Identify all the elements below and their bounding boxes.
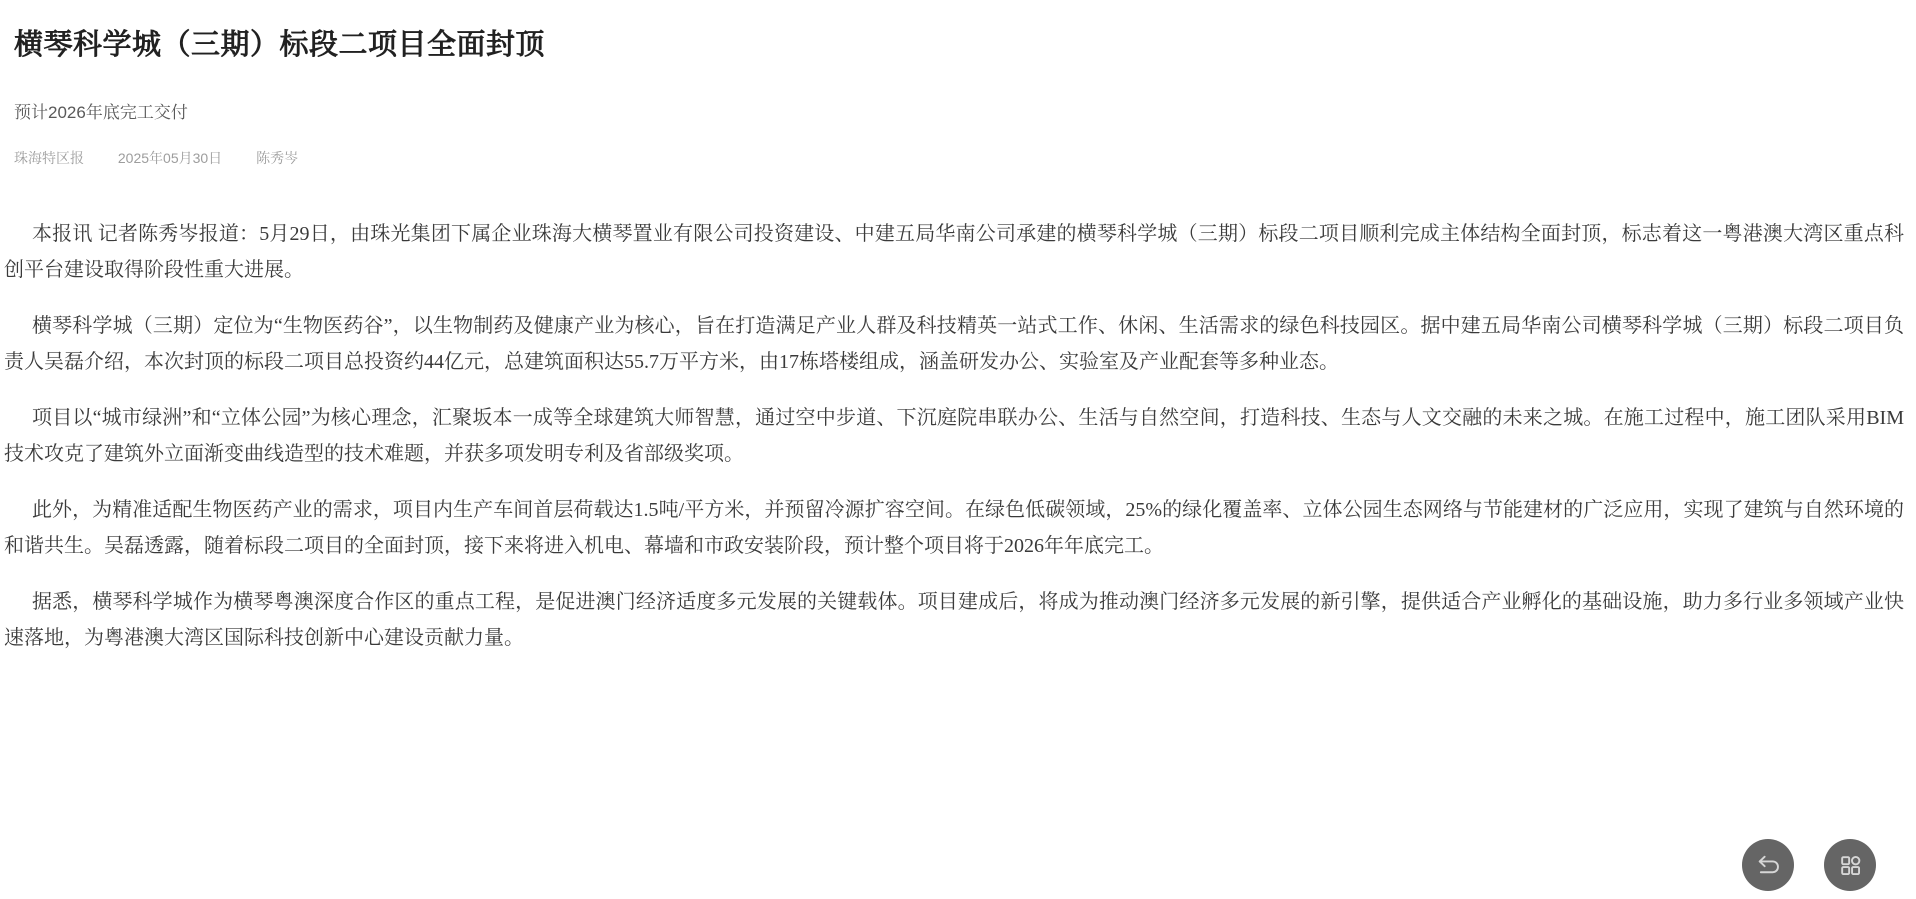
undo-arrow-icon [1755,852,1782,879]
article-paragraph-3: 项目以“城市绿洲”和“立体公园”为核心理念，汇聚坂本一成等全球建筑大师智慧，通过空中步道、下沉庭院串联办公、生活与自然空间，打造科技、生态与人文交融的未来之城。在施工过程中，施工团队采用BIM技术攻克了建筑外立面渐变曲线造型的技术难题，并获多项发明专利及省部级奖项。 [4,407,1904,465]
meta-author: 陈秀岑 [256,150,299,166]
article-header [0,0,1916,167]
article-meta [14,150,1900,167]
article-paragraph-2: 横琴科学城（三期）定位为“生物医药谷”，以生物制药及健康产业为核心，旨在打造满足产业人群及科技精英一站式工作、休闲、生活需求的绿色科技园区。据中建五局华南公司横琴科学城（三期）标段二项目负责人吴磊介绍，本次封顶的标段二项目总投资约44亿元，总建筑面积达55.7万平方米，由17栋塔楼组成，涵盖研发办公、实验室及产业配套等多种业态。 [4,315,1904,373]
page-title: 横琴科学城（三期）标段二项目全面封顶 [14,29,546,61]
article-paragraph-5: 据悉，横琴科学城作为横琴粤澳深度合作区的重点工程，是促进澳门经济适度多元发展的关键载体。项目建成后，将成为推动澳门经济多元发展的新引擎，提供适合产业孵化的基础设施，助力多行业多领域产业快速落地，为粤港澳大湾区国际科技创新中心建设贡献力量。 [4,591,1904,649]
apps-grid-icon [1837,852,1864,879]
meta-source: 珠海特区报 [14,150,84,166]
article-paragraph-4: 此外，为精准适配生物医药产业的需求，项目内生产车间首层荷载达1.5吨/平方米，并预留冷源扩容空间。在绿色低碳领域，25%的绿化覆盖率、立体公园生态网络与节能建材的广泛应用，实现了建筑与自然环境的和谐共生。吴磊透露，随着标段二项目的全面封顶，接下来将进入机电、幕墙和市政安装阶段，预计整个项目将于2026年年底完工。 [4,499,1904,557]
back-button[interactable] [1742,839,1794,891]
article-subtitle: 预计2026年底完工交付 [14,103,188,122]
apps-grid-button[interactable] [1824,839,1876,891]
article-body [0,216,1916,656]
meta-date: 2025年05月30日 [117,150,223,166]
floating-button-group [1742,839,1876,891]
article-paragraph-1: 本报讯 记者陈秀岑报道：5月29日，由珠光集团下属企业珠海大横琴置业有限公司投资建设、中建五局华南公司承建的横琴科学城（三期）标段二项目顺利完成主体结构全面封顶，标志着这一粤港澳大湾区重点科创平台建设取得阶段性重大进展。 [4,223,1904,281]
